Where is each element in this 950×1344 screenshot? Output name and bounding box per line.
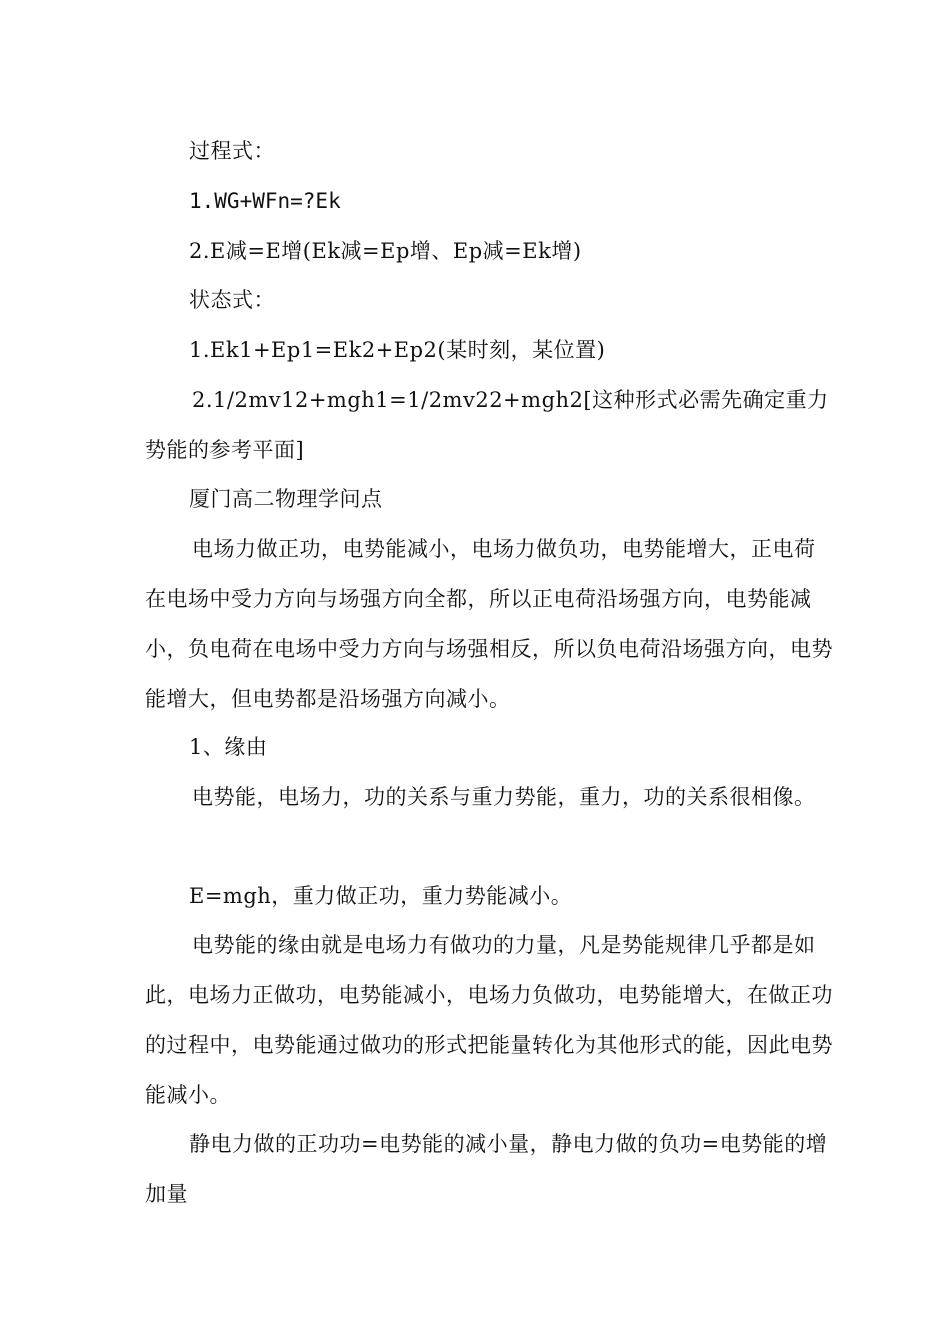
- paragraph-formula-1: 1.WG+WFn=?Ek: [189, 189, 341, 213]
- paragraph-formula-2: 2.E减=E增(Ek减=Ep增、Ep减=Ek增): [189, 239, 582, 263]
- paragraph-process-heading: 过程式：: [189, 139, 275, 163]
- paragraph-state-formula-1: 1.Ek1+Ep1=Ek2+Ep2(某时刻，某位置): [189, 338, 606, 362]
- paragraph-analogy: 电势能，电场力，功的关系与重力势能，重力，功的关系很相像。: [192, 785, 816, 809]
- paragraph-work-energy: 静电力做的正功功=电势能的减小量，静电力做的负功=电势能的增加量: [145, 1132, 828, 1206]
- paragraph-gravity: E=mgh，重力做正功，重力势能减小。: [189, 884, 573, 908]
- paragraph-state-heading: 状态式：: [189, 288, 275, 312]
- section-title: 厦门高二物理学问点: [189, 487, 383, 511]
- paragraph-potential-reason: 电势能的缘由就是电场力有做功的力量，凡是势能规律几乎都是如此，电场力正做功，电势能减小，电场力负做功，电势能增大，在做正功的过程中，电势能通过做功的形式把能量转化为其他形式的能，因此电势能减小。: [145, 933, 833, 1107]
- paragraph-field-work: 电场力做正功，电势能减小，电场力做负功，电势能增大，正电荷在电场中受力方向与场强方向全都，所以正电荷沿场强方向，电势能减小，负电荷在电场中受力方向与场强相反，所以负电荷沿场强方向，电势能增大，但电势都是沿场强方向减小。: [145, 537, 833, 711]
- paragraph-state-formula-2: 2.1/2mv12+mgh1=1/2mv22+mgh2[这种形式必需先确定重力势能的参考平面]: [145, 388, 829, 462]
- paragraph-reason-heading: 1、缘由: [189, 735, 268, 759]
